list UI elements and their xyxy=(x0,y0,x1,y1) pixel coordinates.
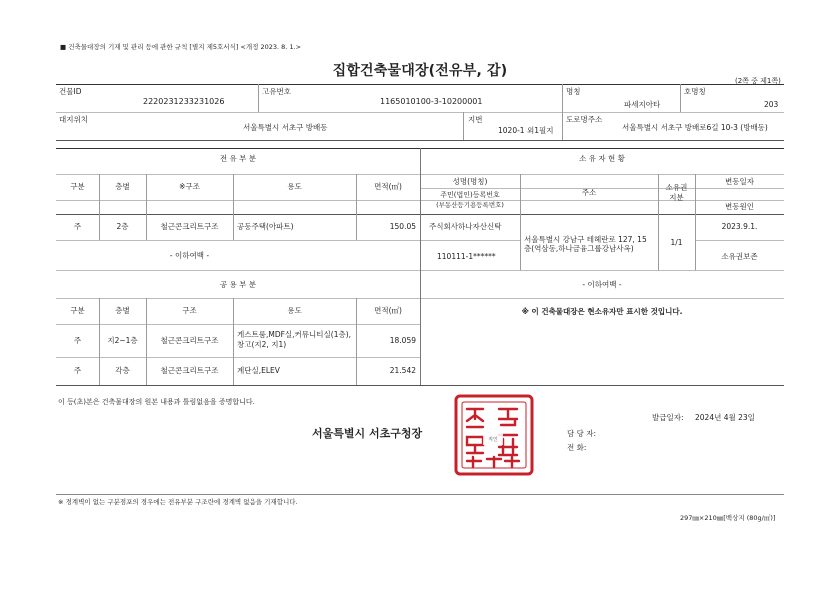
common-header-area: 면적(㎡) xyxy=(374,306,402,315)
owner-notice: ※ 이 건축물대장은 현소유자만 표시한 것입니다. xyxy=(521,307,683,316)
exclusive-row-structure: 철근콘크리트구조 xyxy=(160,222,219,231)
official-seal xyxy=(453,393,535,477)
owner-header-name: 성명(명칭) xyxy=(452,177,488,186)
owner-header-change-reason: 변동원인 xyxy=(725,202,754,211)
owner-header-change-date: 변동일자 xyxy=(725,177,754,186)
owner-row-change-date: 2023.9.1. xyxy=(721,222,758,231)
exclusive-header-floor: 층별 xyxy=(115,182,130,191)
building-id-value: 2220231233231026 xyxy=(143,97,225,106)
exclusive-header-structure: ※구조 xyxy=(179,182,200,191)
owner-header-address: 주소 xyxy=(581,188,597,197)
common-row2-type: 주 xyxy=(73,366,82,375)
exclusive-end-text: - 이하여백 - xyxy=(169,251,210,260)
name-label: 명칭 xyxy=(566,87,581,96)
info-bottom-border xyxy=(56,140,784,141)
name-value: 파세지아타 xyxy=(624,100,661,109)
issue-label: 발급일자: xyxy=(652,413,684,422)
page-info: (2쪽 중 제1쪽) xyxy=(735,77,781,85)
road-value: 서울특별시 서초구 방배로6길 10-3 (방배동) xyxy=(622,123,768,132)
unit-label: 호명칭 xyxy=(684,87,706,96)
person-label: 담 당 자: xyxy=(567,429,597,438)
exclusive-header-area: 면적(㎡) xyxy=(374,182,402,191)
exclusive-row-area: 150.05 xyxy=(389,222,416,231)
owner-row-name: 주식회사하나자산신탁 xyxy=(429,222,502,231)
lot-value: 1020-1 외1필지 xyxy=(498,126,554,135)
owner-header-reg-no2: (부동산등기용등록번호) xyxy=(436,201,504,209)
common-row1-floor: 지2~1층 xyxy=(107,336,138,345)
exclusive-section-label: 전 유 부 분 xyxy=(219,154,257,163)
unique-no-value: 1165010100-3-10200001 xyxy=(380,97,483,106)
road-label: 도로명주소 xyxy=(566,115,603,124)
owner-row-share: 1/1 xyxy=(670,238,683,247)
common-section-label: 공 용 부 분 xyxy=(219,280,257,289)
common-header-structure: 구조 xyxy=(182,306,197,315)
unique-no-label: 고유번호 xyxy=(262,87,291,96)
common-header-use: 용도 xyxy=(287,306,302,315)
rule-note: ■ 건축물대장의 기재 및 관리 등에 관한 규칙 [별지 제5호서식] <개정 2023. 8. 1.> xyxy=(60,43,302,51)
issuer-name: 서울특별시 서초구청장 xyxy=(312,427,423,440)
common-header-floor: 층별 xyxy=(115,306,130,315)
common-row1-structure: 철근콘크리트구조 xyxy=(160,336,219,345)
paper-spec: 297㎜×210㎜[백상지 (80g/㎡)] xyxy=(680,514,776,522)
footer-note: ※ 경계벽이 없는 구분점포의 경우에는 전유부분 구조란에 경계벽 없음을 기재합니다. xyxy=(58,498,298,506)
exclusive-row-type: 주 xyxy=(73,222,82,231)
unit-value: 203 xyxy=(764,100,779,109)
owner-section-label: 소 유 자 현 황 xyxy=(579,154,625,163)
common-header-type: 구분 xyxy=(70,306,85,315)
owner-row-reg-no: 110111-1****** xyxy=(437,252,496,261)
common-row2-use: 계단실,ELEV xyxy=(237,366,280,375)
seal-caption: 직인 xyxy=(488,437,498,443)
exclusive-row-use: 공동주택(아파트) xyxy=(237,222,294,231)
common-row1-use-line2: 창고(지2, 지1) xyxy=(237,340,287,349)
lot-label: 지번 xyxy=(468,115,483,124)
site-value: 서울특별시 서초구 방배동 xyxy=(243,123,328,132)
owner-header-share2: 지분 xyxy=(669,193,684,202)
common-row2-floor: 각층 xyxy=(115,366,130,375)
owner-end-text: - 이하여백 - xyxy=(582,280,622,289)
common-row2-area: 21.542 xyxy=(389,366,416,375)
common-row1-use-line1: 게스트룸,MDF실,커뮤니티실(1층), xyxy=(237,330,352,339)
site-label: 대지위치 xyxy=(59,115,88,124)
owner-row-address-line1: 서울특별시 강남구 테헤란로 127, 15 xyxy=(524,235,647,244)
issue-date: 2024년 4월 23일 xyxy=(695,413,755,422)
table-top-border xyxy=(56,84,784,85)
owner-row-address-line2: 층(역삼동,하나금융그룹강남사옥) xyxy=(524,244,634,253)
info-row-divider xyxy=(56,112,784,113)
common-row2-structure: 철근콘크리트구조 xyxy=(160,366,219,375)
owner-header-share: 소유권 xyxy=(665,183,688,192)
owner-row-change-reason: 소유권보존 xyxy=(721,252,758,261)
main-table-bottom xyxy=(56,385,784,386)
common-row1-type: 주 xyxy=(73,336,82,345)
building-id-label: 건물ID xyxy=(59,87,82,96)
exclusive-header-type: 구분 xyxy=(70,182,85,191)
owner-header-reg-no: 주민(법인)등록번호 xyxy=(440,191,500,199)
exclusive-header-use: 용도 xyxy=(287,182,302,191)
certify-text: 이 등(초)본은 건축물대장의 원본 내용과 틀림없음을 증명합니다. xyxy=(58,398,255,406)
page-title: 집합건축물대장(전유부, 갑) xyxy=(332,63,508,79)
common-row1-area: 18.059 xyxy=(389,336,416,345)
exclusive-row-floor: 2층 xyxy=(116,222,129,231)
phone-label: 전 화: xyxy=(567,443,587,452)
